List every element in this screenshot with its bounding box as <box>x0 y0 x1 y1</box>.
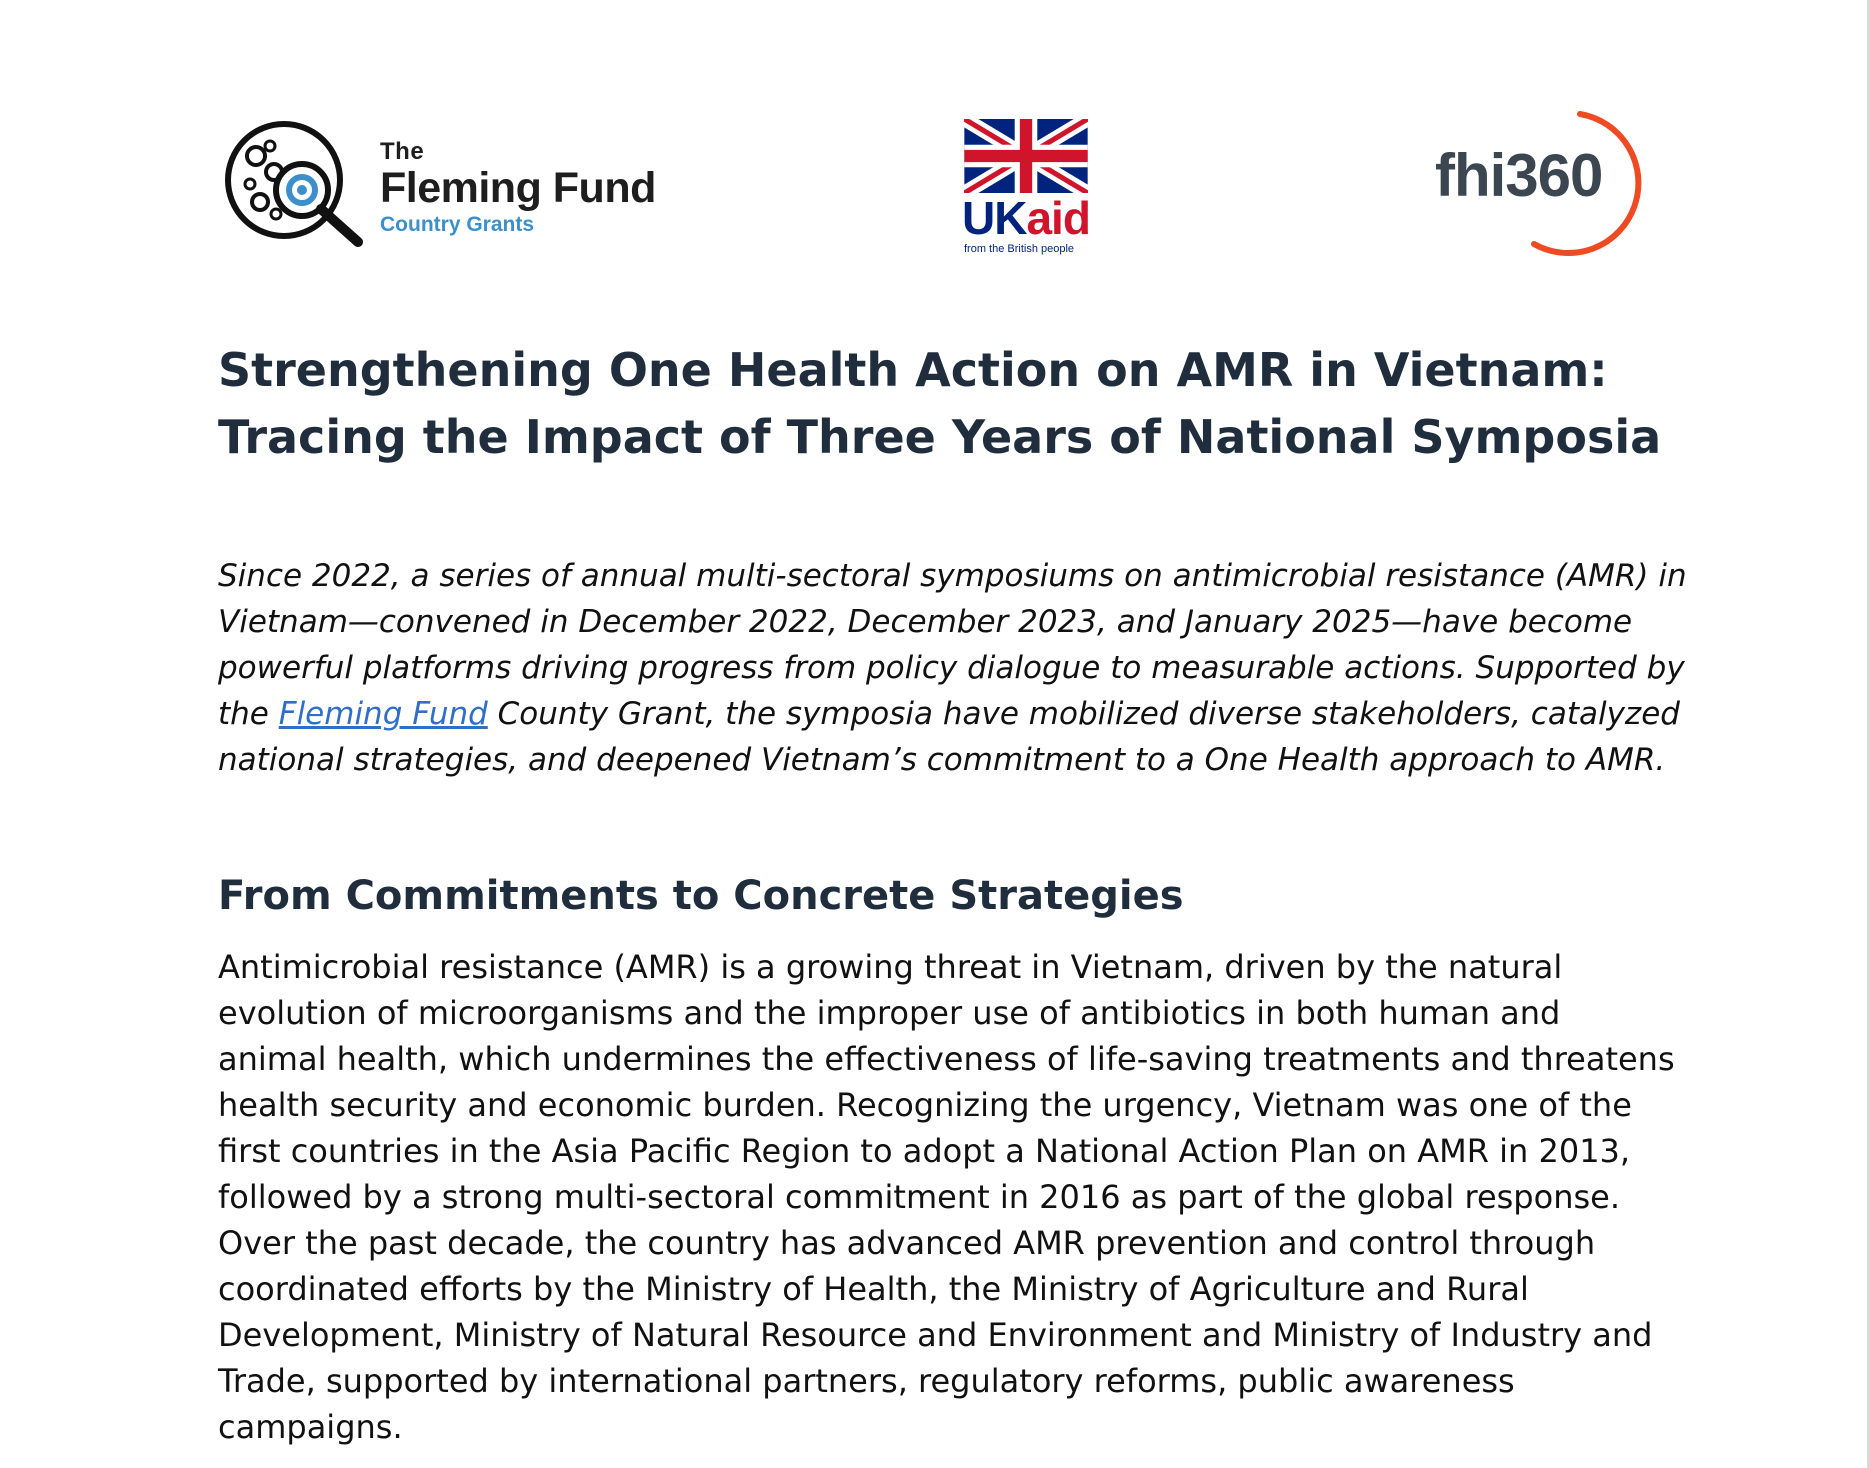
fleming-subtitle-text: Country Grants <box>380 213 535 236</box>
union-jack-flag-icon <box>964 119 1088 193</box>
fleming-name-text: Fleming Fund <box>380 164 656 212</box>
fleming-fund-wordmark <box>380 140 656 235</box>
body-line: Development, Ministry of Natural Resource and Environment and Ministry of Industry and <box>218 1316 1653 1354</box>
section-heading: From Commitments to Concrete Strategies <box>218 873 1184 919</box>
ukaid-uk-text: UK <box>962 192 1027 244</box>
body-line: first countries in the Asia Pacific Region to adopt a National Action Plan on AMR in 2013, <box>218 1132 1631 1170</box>
intro-paragraph <box>218 553 1687 783</box>
body-line: Over the past decade, the country has advanced AMR prevention and control through <box>218 1224 1596 1262</box>
ukaid-aid-text: aid <box>1026 192 1090 244</box>
body-line: health security and economic burden. Recognizing the urgency, Vietnam was one of the <box>218 1086 1632 1124</box>
title-line-1: Strengthening One Health Action on AMR in Vietnam: <box>218 343 1608 397</box>
body-line: followed by a strong multi-sectoral commitment in 2016 as part of the global response. <box>218 1178 1620 1216</box>
body-line: coordinated efforts by the Ministry of Health, the Ministry of Agriculture and Rural <box>218 1270 1529 1308</box>
body-line: evolution of microorganisms and the improper use of antibiotics in both human and <box>218 994 1561 1032</box>
intro-line-4 <box>218 691 1680 737</box>
intro-line-2: Vietnam—convened in December 2022, December 2023, and January 2025—have become <box>218 604 1633 640</box>
document-title <box>218 337 1662 471</box>
intro-line-4-prefix: the <box>218 696 279 732</box>
fleming-fund-link[interactable]: Fleming Fund <box>278 696 488 732</box>
intro-line-5: national strategies, and deepened Vietnam’s commitment to a One Health approach to AMR. <box>218 742 1666 778</box>
intro-line-4-suffix: County Grant, the symposia have mobilized diverse stakeholders, catalyzed <box>487 696 1680 732</box>
body-line: animal health, which undermines the effectiveness of life-saving treatments and threatens <box>218 1040 1675 1078</box>
petri-dish-magnifier-icon <box>222 118 372 248</box>
intro-line-3: powerful platforms driving progress from policy dialogue to measurable actions. Supported by <box>218 650 1685 686</box>
title-line-2: Tracing the Impact of Three Years of National Symposia <box>218 410 1662 464</box>
body-line: Antimicrobial resistance (AMR) is a growing threat in Vietnam, driven by the natural <box>218 948 1563 986</box>
body-line: Trade, supported by international partners, regulatory reforms, public awareness <box>218 1362 1515 1400</box>
ukaid-logo <box>962 119 1090 259</box>
fhi360-wordmark: fhi360 <box>1435 142 1603 209</box>
fleming-the-text: The <box>380 138 425 165</box>
fleming-fund-logo <box>222 118 692 248</box>
ukaid-tagline: from the British people <box>964 243 1075 255</box>
intro-line-1: Since 2022, a series of annual multi-sectoral symposiums on antimicrobial resistance (AMR) in <box>218 558 1687 594</box>
fhi360-logo <box>1430 104 1650 260</box>
body-line: campaigns. <box>218 1408 403 1446</box>
body-paragraph <box>218 944 1678 1450</box>
ukaid-wordmark <box>962 192 1090 244</box>
